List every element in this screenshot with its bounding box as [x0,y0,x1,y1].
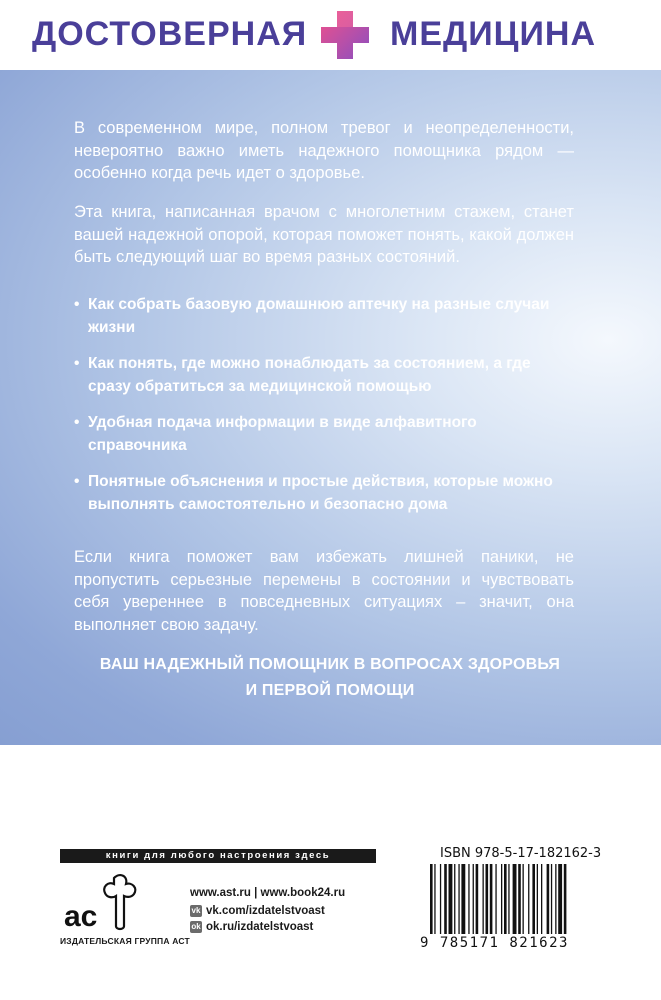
medical-cross-icon [318,8,372,62]
barcode-bar [495,864,496,934]
barcode-bar [473,864,474,934]
barcode-bar [504,864,507,934]
slogan [60,652,600,704]
barcode-bar [490,864,493,934]
barcode-bar [434,864,435,934]
ok-link[interactable]: ok.ru/izdatelstvoast [206,921,314,933]
barcode-bar [458,864,459,934]
barcode-bar [508,864,509,934]
feature-item: • Как понять, где можно понаблюдать за состоянием, а где сразу обратиться за медицинской помощью [74,353,574,398]
barcode-bar [444,864,447,934]
barcode-bar [461,864,465,934]
barcode-bar [513,864,517,934]
barcode-bar [440,864,441,934]
barcode-bar [532,864,535,934]
barcode [428,864,594,936]
barcode-bar [486,864,489,934]
vk-icon: vk [191,906,201,915]
book-paragraph: Эта книга, написанная врачом с многолетним стажем, станет вашей надежной опорой, которая поможет понять, какой должен быть следующий шаг во время разных состояний. [74,203,574,266]
websites-link[interactable]: www.ast.ru | www.book24.ru [190,887,346,899]
ok-icon: ok [191,922,201,931]
barcode-bar [449,864,453,934]
barcode-bar [558,864,562,934]
feature-item: • Понятные объяснения и простые действия, которые можно выполнять самостоятельно и безопасно дома [74,471,574,516]
barcode-bar [541,864,542,934]
header [0,0,661,70]
barcode-bar [501,864,502,934]
barcode-bar [476,864,479,934]
barcode-bar [523,864,524,934]
barcode-bar [430,864,433,934]
slogan-line: И ПЕРВОЙ ПОМОЩИ [245,682,415,699]
feature-list [74,294,574,530]
publisher-name: ИЗДАТЕЛЬСКАЯ ГРУППА АСТ [60,936,190,946]
barcode-bar [555,864,556,934]
series-title-left: ДОСТОВЕРНАЯ [32,15,308,53]
description-panel [0,70,661,745]
barcode-bar [483,864,484,934]
ast-logo [62,872,152,934]
barcode-bar [551,864,552,934]
barcode-bar [468,864,469,934]
isbn-text: ISBN 978-5-17-182162-3 [440,846,602,861]
closing-paragraph: Если книга поможет вам избежать лишней паники, не пропустить серьезные перемены в состоянии и чувствовать себя увереннее в повседневных ситуациях – значит, она выполняет свою задачу. [74,548,574,634]
barcode-bar [528,864,529,934]
svg-text:ас: ас [64,900,98,933]
barcode-number: 9 785171 821623 [420,935,569,951]
feature-item: • Удобная подача информации в виде алфавитного справочника [74,412,574,457]
links-block [190,887,345,937]
intro-paragraph: В современном мире, полном тревог и неопределенности, невероятно важно иметь надежного помощника рядом — особенно когда речь идет о здоровье. [74,119,574,182]
feature-item: • Как собрать базовую домашнюю аптечку на разные случаи жизни [74,294,574,339]
series-title-right: МЕДИЦИНА [390,15,597,53]
slogan-line: ВАШ НАДЕЖНЫЙ ПОМОЩНИК В ВОПРОСАХ ЗДОРОВЬЯ [99,656,561,673]
barcode-bar [454,864,455,934]
barcode-bar [547,864,550,934]
barcode-bar [564,864,567,934]
vk-row[interactable] [190,905,345,917]
barcode-bar [518,864,521,934]
vk-link[interactable]: vk.com/izdatelstvoast [206,905,325,917]
barcode-bar [537,864,538,934]
ok-row[interactable] [190,921,345,933]
tagline-bar: книги для любого настроения здесь [60,849,376,863]
